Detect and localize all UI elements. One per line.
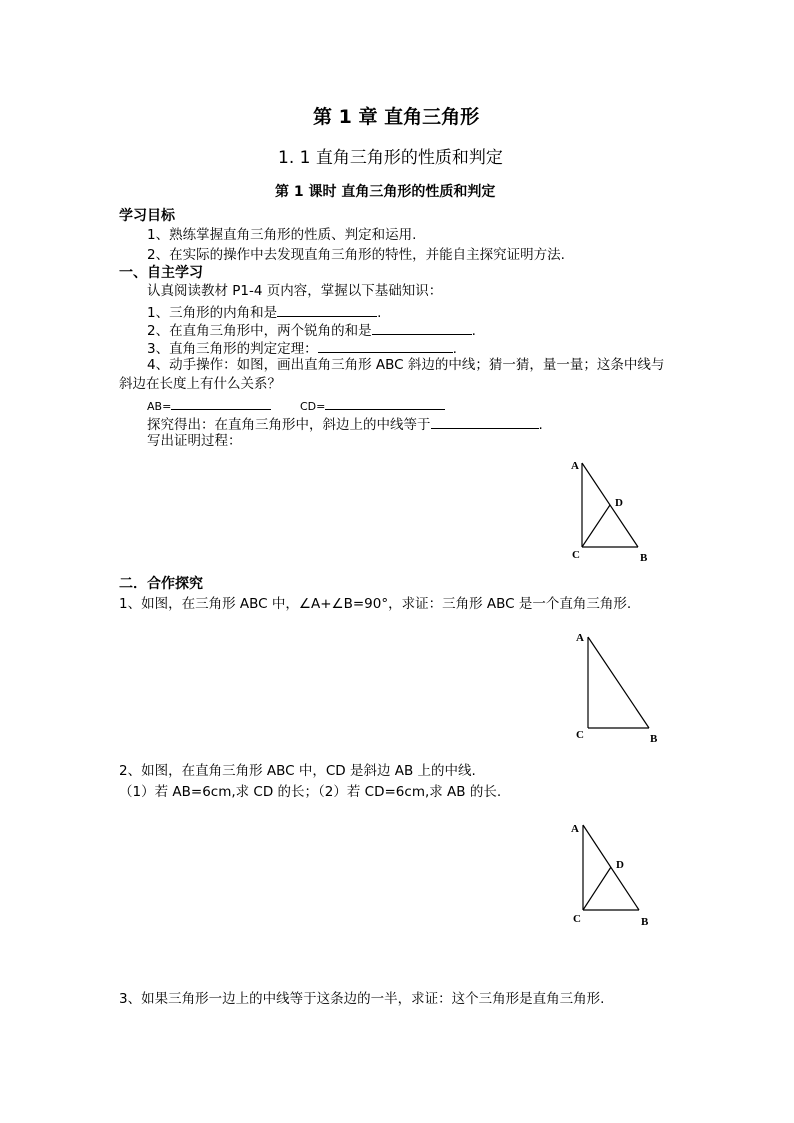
ab-label: AB= bbox=[147, 400, 172, 413]
cd-label: CD= bbox=[300, 400, 326, 413]
label-b: B bbox=[641, 916, 649, 928]
label-c: C bbox=[573, 913, 581, 925]
chapter-title: 第 1 章 直角三角形 bbox=[313, 106, 480, 128]
objectives-heading: 学习目标 bbox=[119, 208, 175, 224]
question-4-line1: 4、动手操作：如图，画出直角三角形 ABC 斜边的中线；猜一猜，量一量；这条中线与 bbox=[147, 357, 665, 373]
label-d: D bbox=[616, 859, 624, 871]
cd-line bbox=[300, 399, 445, 412]
period: . bbox=[377, 305, 382, 321]
label-c: C bbox=[572, 549, 580, 561]
problem-3: 3、如果三角形一边上的中线等于这条边的一半，求证：这个三角形是直角三角形. bbox=[119, 991, 605, 1007]
problem-1: 1、如图，在三角形 ABC 中，∠A+∠B=90°，求证：三角形 ABC 是一个直角三角形. bbox=[119, 596, 632, 612]
label-b: B bbox=[640, 552, 648, 564]
answer-blank[interactable] bbox=[277, 304, 377, 317]
objective-item: 2、在实际的操作中去发现直角三角形的特性，并能自主探究证明方法. bbox=[147, 247, 565, 263]
question-3 bbox=[147, 340, 457, 357]
median-cd bbox=[583, 867, 611, 910]
question-2 bbox=[147, 322, 476, 339]
figure-1-triangle bbox=[560, 455, 660, 565]
conclusion bbox=[147, 416, 543, 433]
question-1 bbox=[147, 304, 381, 321]
ab-line bbox=[147, 399, 271, 412]
lesson-title: 第 1 课时 直角三角形的性质和判定 bbox=[275, 184, 496, 200]
label-a: A bbox=[571, 460, 579, 472]
figure-2-triangle bbox=[565, 625, 670, 750]
label-a: A bbox=[576, 632, 584, 644]
answer-blank[interactable] bbox=[372, 322, 472, 335]
question-1-text: 1、三角形的内角和是 bbox=[147, 305, 278, 321]
cd-blank[interactable] bbox=[325, 399, 445, 410]
ab-blank[interactable] bbox=[171, 399, 271, 410]
self-study-heading: 一、自主学习 bbox=[119, 265, 203, 281]
section-title: 1. 1 直角三角形的性质和判定 bbox=[278, 148, 503, 168]
label-c: C bbox=[576, 729, 584, 741]
period: . bbox=[452, 341, 457, 357]
problem-2-line2: （1）若 AB=6cm,求 CD 的长；（2）若 CD=6cm,求 AB 的长. bbox=[119, 784, 502, 800]
side-ab bbox=[588, 637, 649, 728]
objective-item: 1、熟练掌握直角三角形的性质、判定和运用. bbox=[147, 227, 417, 243]
proof-prompt: 写出证明过程： bbox=[147, 433, 242, 449]
problem-2-line1: 2、如图，在直角三角形 ABC 中，CD 是斜边 AB 上的中线. bbox=[119, 763, 476, 779]
period: . bbox=[471, 323, 476, 339]
figure-3-triangle bbox=[561, 815, 661, 930]
median-cd bbox=[582, 505, 610, 547]
question-4-line2: 斜边在长度上有什么关系？ bbox=[119, 376, 281, 392]
question-3-text: 3、直角三角形的判定定理： bbox=[147, 341, 318, 357]
conclusion-text: 探究得出：在直角三角形中，斜边上的中线等于 bbox=[147, 417, 431, 433]
cooperation-heading: 二．合作探究 bbox=[119, 576, 203, 592]
label-a: A bbox=[571, 823, 579, 835]
answer-blank[interactable] bbox=[318, 340, 453, 353]
answer-blank[interactable] bbox=[431, 416, 539, 429]
label-d: D bbox=[615, 497, 623, 509]
period: . bbox=[538, 417, 543, 433]
self-study-intro: 认真阅读教材 P1-4 页内容，掌握以下基础知识： bbox=[147, 283, 443, 299]
question-2-text: 2、在直角三角形中，两个锐角的和是 bbox=[147, 323, 372, 339]
label-b: B bbox=[650, 733, 658, 745]
